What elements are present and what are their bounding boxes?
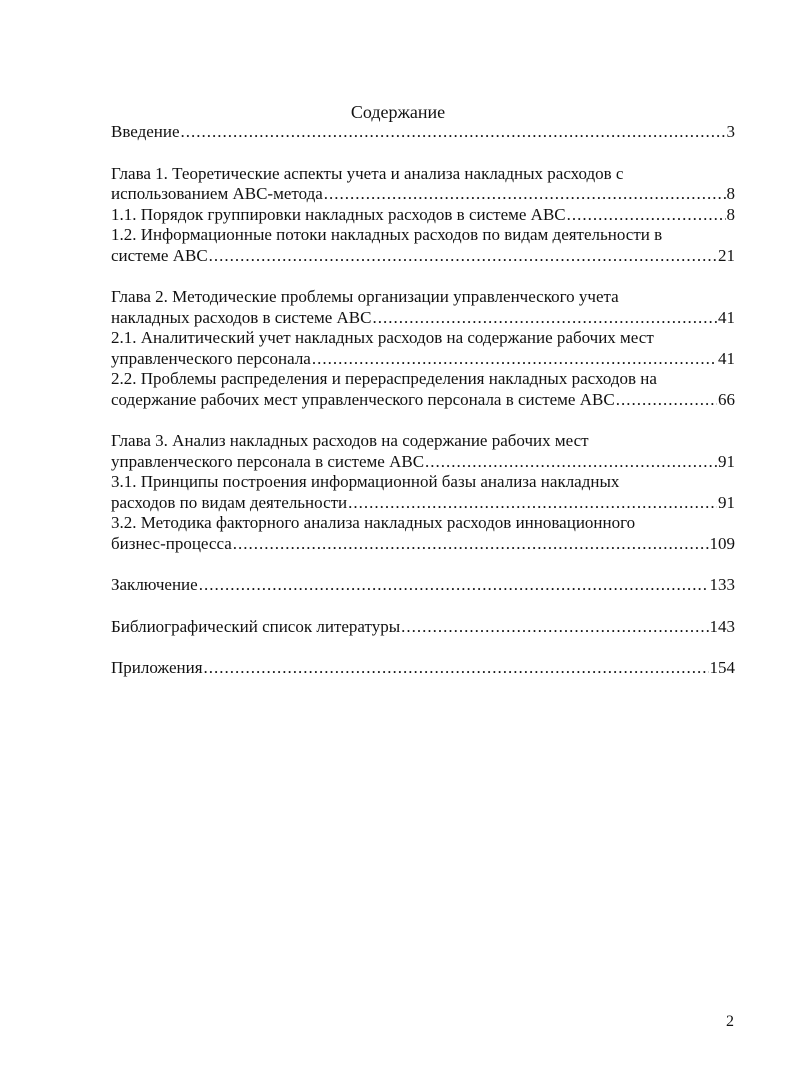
- toc-entry-label: Приложения: [111, 658, 203, 677]
- dot-leader: [348, 493, 717, 514]
- toc-entry-label: содержание рабочих мест управленческого персонала в системе АВС: [111, 389, 615, 409]
- toc-entry-page: 91: [718, 451, 735, 471]
- toc-entry-page: 154: [709, 658, 735, 677]
- toc-entry-chapter-3: [111, 431, 735, 472]
- toc-entry-label: управленческого персонала в системе АВС: [111, 451, 425, 471]
- toc-entry-page: 133: [709, 575, 735, 594]
- page-number: 2: [726, 1013, 734, 1030]
- toc-entry-label-line-1: 3.2. Методика факторного анализа накладных расходов инновационного: [111, 513, 636, 532]
- dot-leader: [312, 349, 717, 370]
- dot-leader: [324, 184, 726, 205]
- toc-entry-introduction: [111, 122, 735, 143]
- toc-entry-chapter-2: [111, 287, 735, 328]
- toc-entry-label: Заключение: [111, 575, 198, 594]
- dot-leader: [181, 122, 726, 143]
- toc-entry-label-line-1: Глава 3. Анализ накладных расходов на содержание рабочих мест: [111, 431, 589, 450]
- toc-entry-appendices: [111, 658, 735, 679]
- toc-entry-page: 66: [718, 389, 735, 409]
- table-of-contents: [111, 122, 735, 679]
- dot-leader: [209, 246, 717, 267]
- dot-leader: [567, 205, 726, 226]
- toc-entry-conclusion: [111, 575, 735, 596]
- toc-entry-bibliography: [111, 617, 735, 638]
- toc-entry-section-2-1: [111, 328, 735, 369]
- toc-entry-section-2-2: [111, 369, 735, 410]
- dot-leader: [199, 575, 709, 596]
- toc-entry-page: 21: [718, 245, 735, 265]
- toc-entry-page: 8: [726, 184, 735, 203]
- toc-entry-label: 1.1. Порядок группировки накладных расходов в системе АВС: [111, 204, 566, 224]
- toc-title: Содержание: [350, 102, 446, 122]
- toc-entry-page: 91: [718, 492, 735, 512]
- toc-entry-page: 143: [709, 616, 735, 636]
- dot-leader: [204, 658, 709, 679]
- toc-entry-chapter-1: [111, 164, 735, 205]
- dot-leader: [425, 452, 717, 473]
- toc-entry-label: накладных расходов в системе АВС: [111, 307, 372, 327]
- toc-entry-label: бизнес-процесса: [111, 533, 232, 553]
- dot-leader: [401, 617, 708, 638]
- toc-entry-label-line-1: Глава 1. Теоретические аспекты учета и анализа накладных расходов с: [111, 163, 624, 183]
- toc-entry-label-line-1: 2.2. Проблемы распределения и перераспределения накладных расходов на: [111, 369, 657, 388]
- toc-entry-page: 41: [718, 348, 735, 368]
- toc-entry-label-line-1: Глава 2. Методические проблемы организации управленческого учета: [111, 287, 619, 306]
- dot-leader: [233, 534, 709, 555]
- toc-entry-section-1-1: [111, 205, 735, 226]
- dot-leader: [616, 390, 717, 411]
- toc-entry-section-1-2: [111, 225, 735, 266]
- toc-entry-section-3-1: [111, 472, 735, 513]
- dot-leader: [372, 308, 717, 329]
- toc-entry-label: системе АВС: [111, 245, 208, 265]
- toc-entry-page: 41: [718, 307, 735, 327]
- toc-entry-label-line-1: 2.1. Аналитический учет накладных расходов на содержание рабочих мест: [111, 328, 654, 347]
- toc-entry-page: 8: [726, 204, 735, 224]
- toc-entry-label: Введение: [111, 122, 180, 141]
- toc-entry-page: 3: [726, 122, 735, 141]
- toc-entry-label: управленческого персонала: [111, 348, 311, 368]
- toc-entry-label-line-1: 3.1. Принципы построения информационной базы анализа накладных: [111, 472, 620, 491]
- toc-entry-label: использованием АВС-метода: [111, 184, 323, 203]
- toc-entry-section-3-2: [111, 513, 735, 554]
- toc-entry-label: расходов по видам деятельности: [111, 492, 348, 512]
- toc-entry-label-line-1: 1.2. Информационные потоки накладных расходов по видам деятельности в: [111, 225, 663, 244]
- toc-entry-page: 109: [709, 533, 735, 553]
- toc-entry-label: Библиографический список литературы: [111, 616, 401, 636]
